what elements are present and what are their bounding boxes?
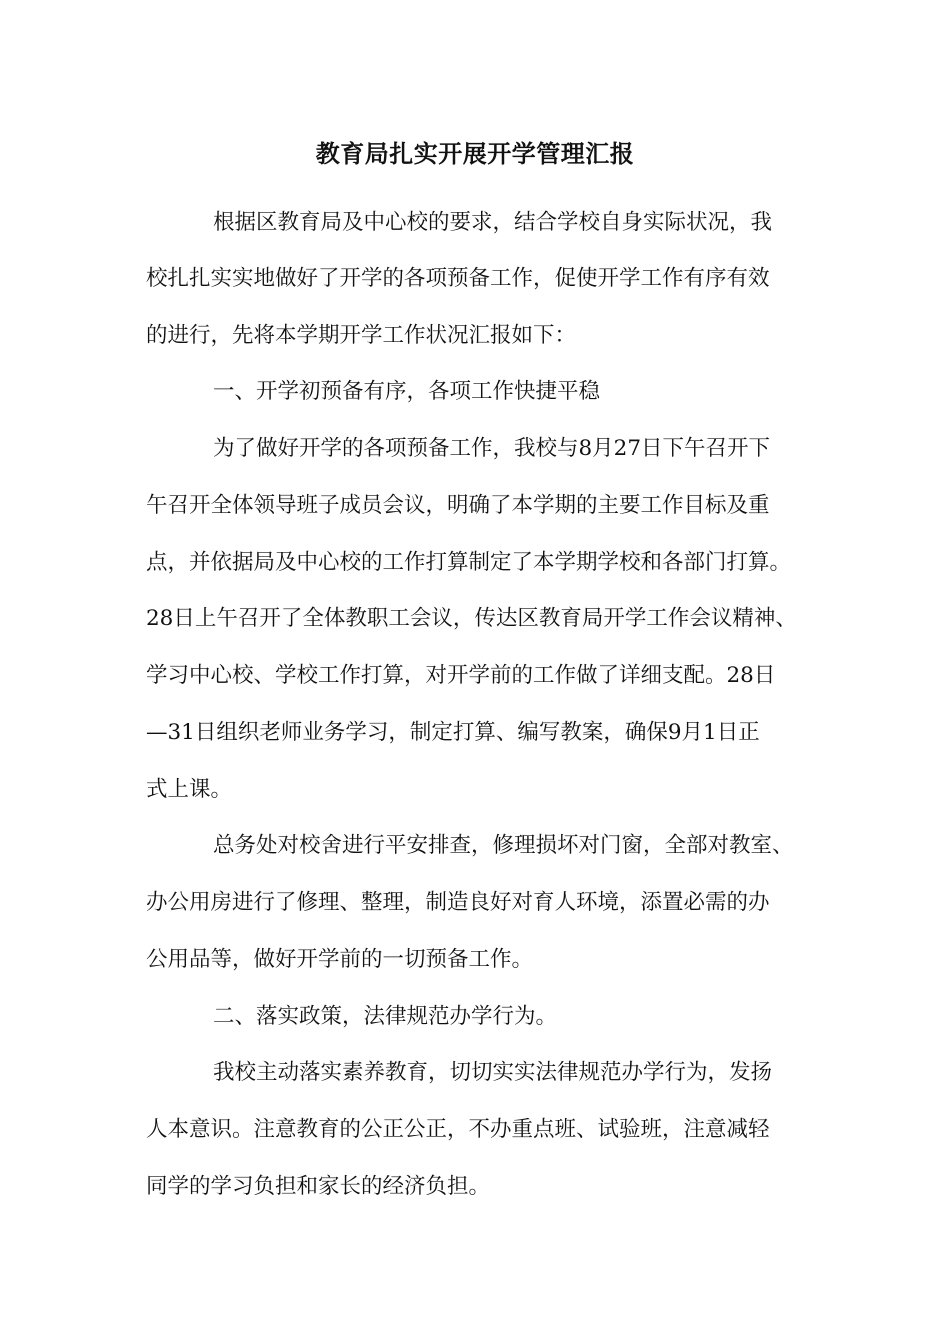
section-heading: 二、落实政策，法律规范办学行为。	[213, 1004, 558, 1029]
paragraph-line: 午召开全体领导班子成员会议，明确了本学期的主要工作目标及重	[146, 493, 770, 518]
paragraph-line: 总务处对校舍进行平安排查，修理损坏对门窗，全部对教室、	[213, 833, 794, 858]
paragraph-line: 点，并依据局及中心校的工作打算制定了本学期学校和各部门打算。	[146, 550, 792, 575]
paragraph-line: 我校主动落实素养教育，切切实实法律规范办学行为，发扬	[213, 1060, 773, 1085]
section-heading: 一、开学初预备有序，各项工作快捷平稳	[213, 379, 601, 404]
paragraph-line: 学习中心校、学校工作打算，对开学前的工作做了详细支配。28日	[146, 663, 776, 688]
paragraph-line: 公用品等，做好开学前的一切预备工作。	[146, 947, 534, 972]
paragraph-line: 根据区教育局及中心校的要求，结合学校自身实际状况，我	[213, 210, 773, 235]
paragraph-line: 为了做好开学的各项预备工作，我校与8月27日下午召开下	[213, 436, 771, 461]
paragraph-line: 式上课。	[146, 777, 233, 802]
paragraph-line: 人本意识。注意教育的公正公正，不办重点班、试验班，注意减轻	[146, 1117, 770, 1142]
paragraph-line: 28日上午召开了全体教职工会议，传达区教育局开学工作会议精神、	[146, 606, 797, 631]
paragraph-line: 办公用房进行了修理、整理，制造良好对育人环境，添置必需的办	[146, 890, 770, 915]
paragraph-line: —31日组织老师业务学习，制定打算、编写教案，确保9月1日正	[146, 720, 760, 745]
paragraph-line: 同学的学习负担和家长的经济负担。	[146, 1174, 491, 1199]
paragraph-line: 校扎扎实实地做好了开学的各项预备工作，促使开学工作有序有效	[146, 266, 770, 291]
document-title: 教育局扎实开展开学管理汇报	[315, 139, 635, 168]
paragraph-line: 的进行，先将本学期开学工作状况汇报如下：	[146, 323, 577, 348]
